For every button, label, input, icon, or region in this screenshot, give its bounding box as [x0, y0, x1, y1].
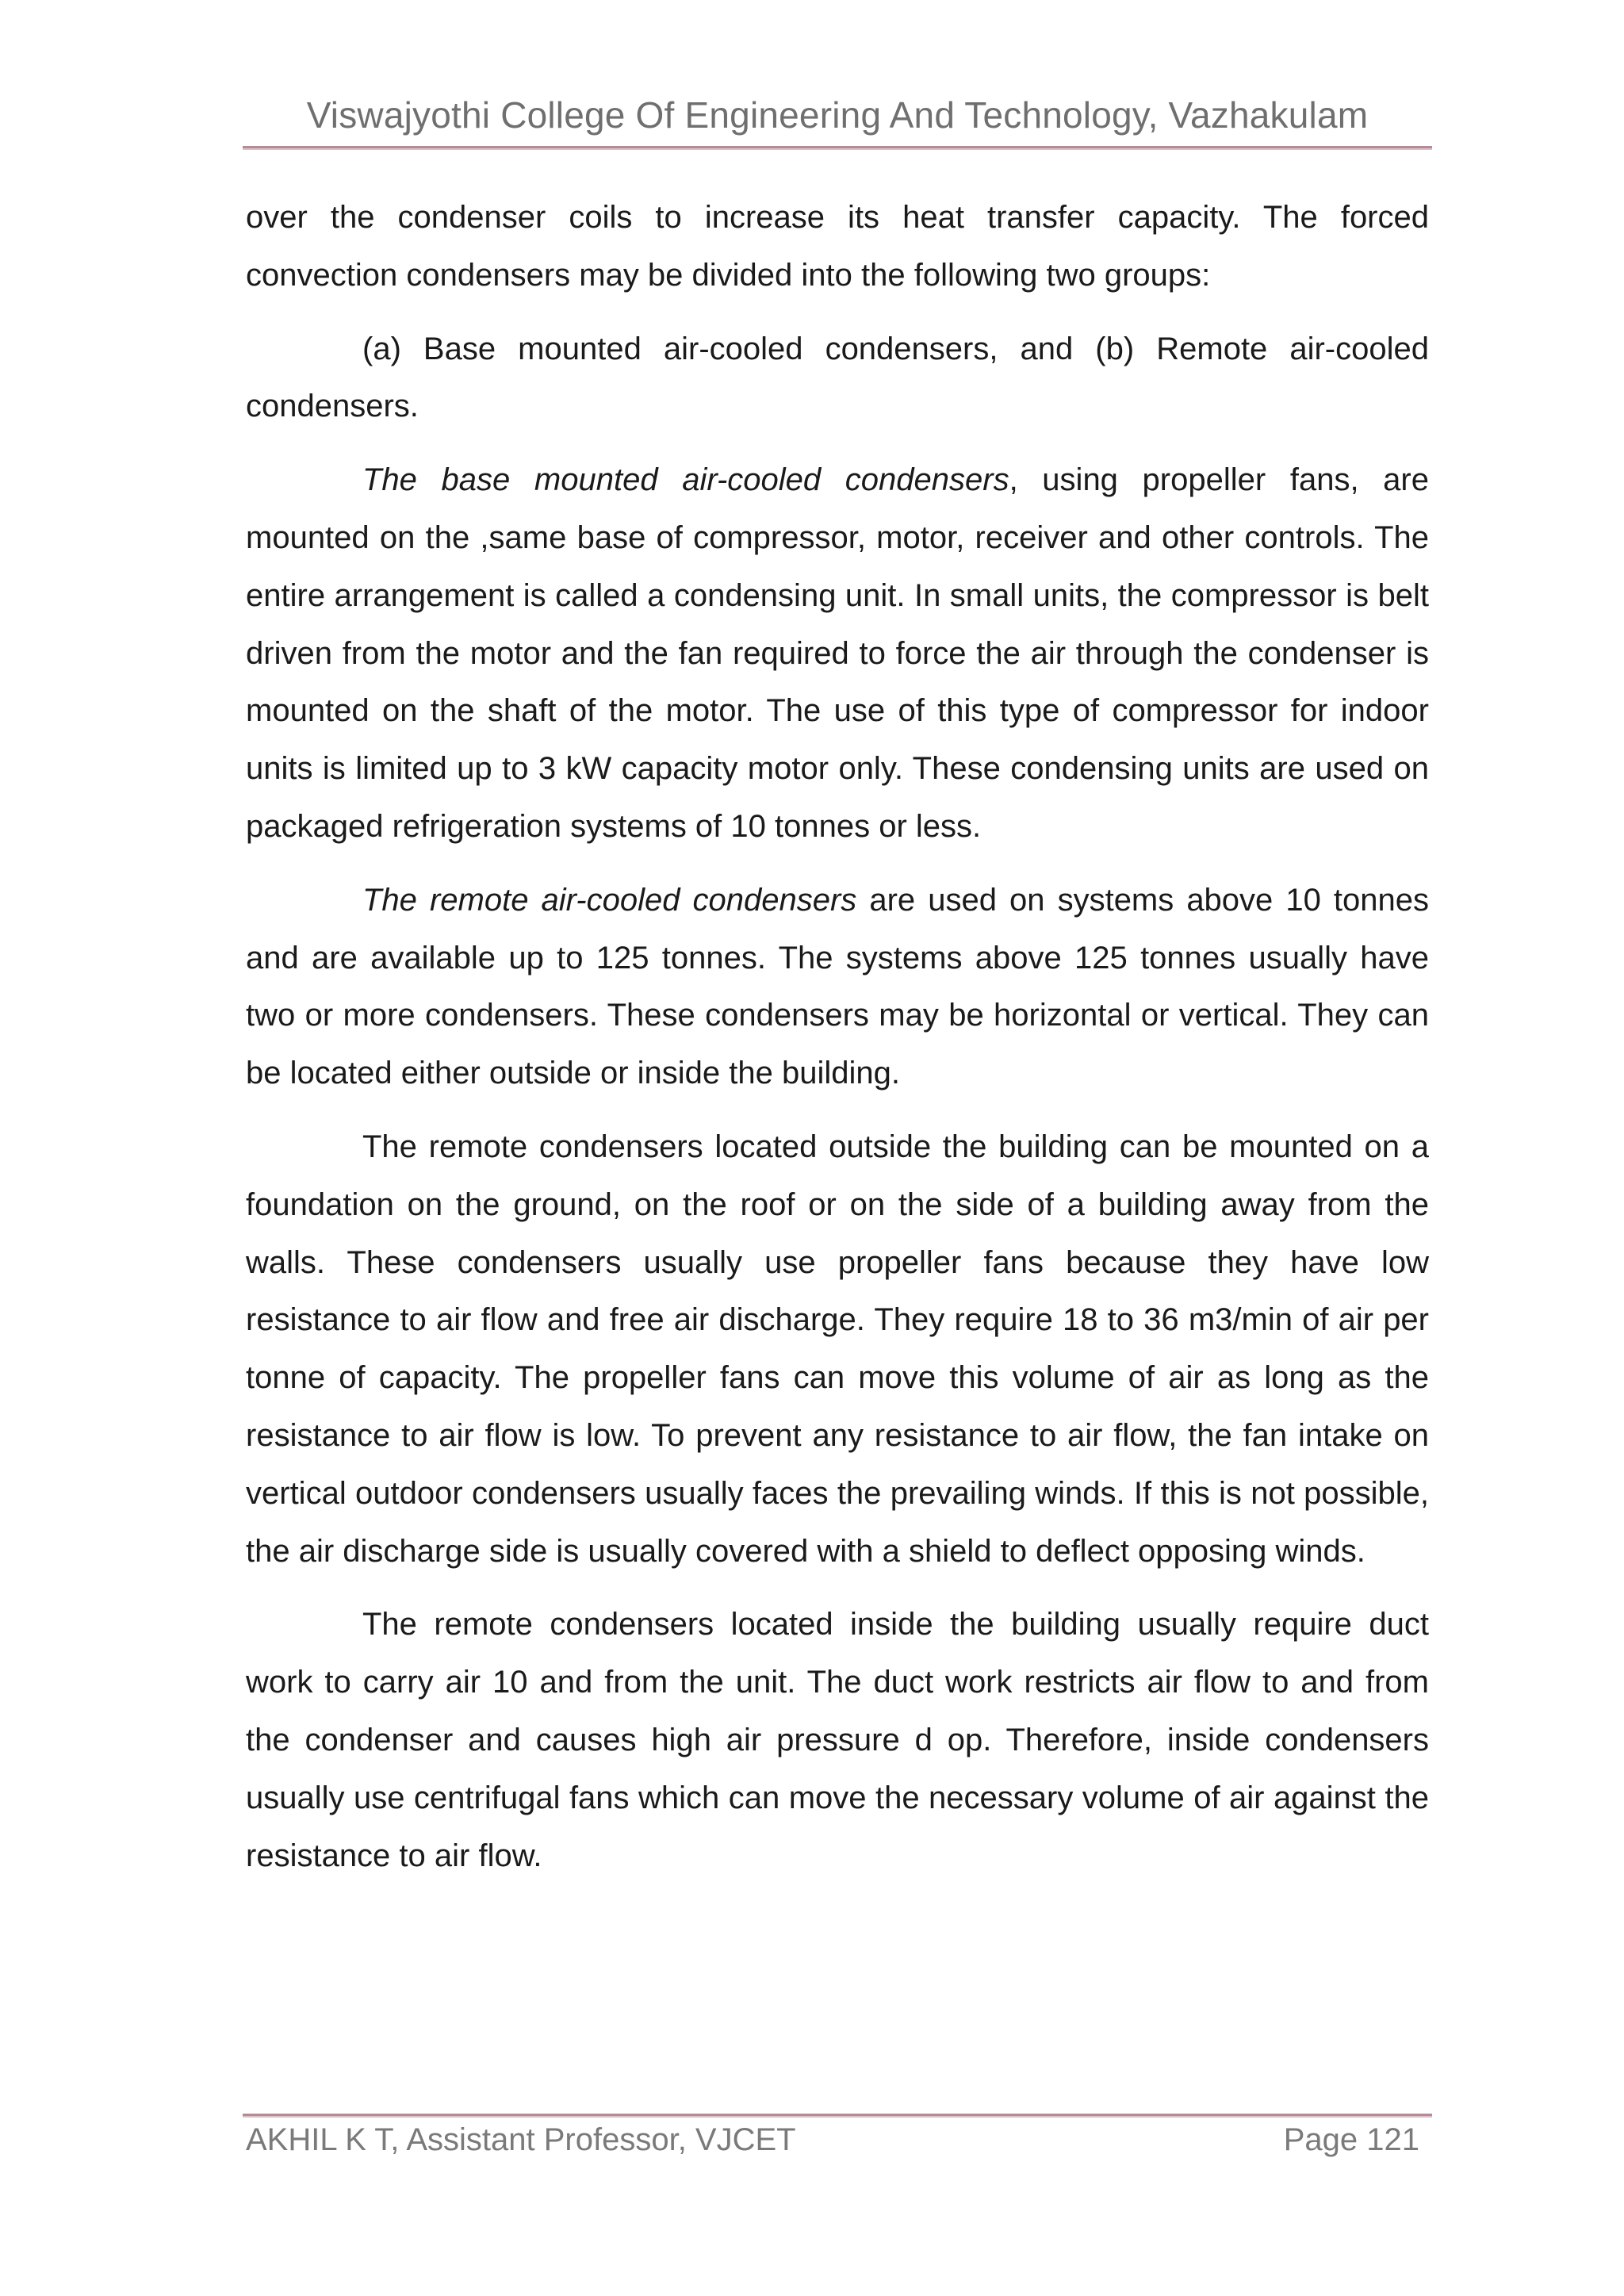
- header-divider: [243, 146, 1432, 150]
- page-body: [246, 189, 1429, 1900]
- page-header-title: Viswajyothi College Of Engineering And Technology, Vazhakulam: [306, 94, 1369, 136]
- paragraph-6: The remote condensers located inside the building usually require duct work to carry air 10 and from the unit. The duct work restricts air flow to and from the condenser and causes high air pressure d op. Therefore, inside condensers usually use centrifugal fans which can move the necessary volume of air against the resistance to air flow.: [246, 1607, 1429, 1873]
- paragraph-4: [246, 872, 1429, 1102]
- paragraph-4-term: The remote air-cooled condensers: [362, 882, 857, 918]
- paragraph-4-text: are used on systems above 10 tonnes and are available up to 125 tonnes. The systems above 125 tonnes usually have two or more condensers. These condensers may be horizontal or vertical. They can be located either outside or inside the building.: [246, 882, 1429, 1091]
- footer-divider: [243, 2114, 1432, 2118]
- footer-page-number: Page 121: [1283, 2122, 1419, 2157]
- paragraph-1: over the condenser coils to increase its heat transfer capacity. The forced convection condensers may be divided into the following two groups:: [246, 200, 1429, 293]
- paragraph-3-text: , using propeller fans, are mounted on the ,same base of compressor, motor, receiver and other controls. The entire arrangement is called a condensing unit. In small units, the compressor is belt driven from the motor and the fan required to force the air through the condenser is mounted on the shaft of the motor. The use of this type of compressor for indoor units is limited up to 3 kW capacity motor only. These condensing units are used on packaged refrigeration systems of 10 tonnes or less.: [246, 462, 1429, 844]
- paragraph-3-term: The base mounted air-cooled condensers: [362, 462, 1009, 498]
- footer-author: AKHIL K T, Assistant Professor, VJCET: [246, 2122, 796, 2157]
- paragraph-3: [246, 451, 1429, 856]
- paragraph-5: The remote condensers located outside the building can be mounted on a foundation on the ground, on the roof or on the side of a building away from the walls. These condensers usually use propeller fans because they have low resistance to air flow and free air discharge. They require 18 to 36 m3/min of air per tonne of capacity. The propeller fans can move this volume of air as long as the resistance to air flow is low. To prevent any resistance to air flow, the fan intake on vertical outdoor condensers usually faces the prevailing winds. If this is not possible, the air discharge side is usually covered with a shield to deflect opposing winds.: [246, 1129, 1429, 1569]
- paragraph-2: (a) Base mounted air-cooled condensers, and (b) Remote air-cooled condensers.: [246, 331, 1429, 424]
